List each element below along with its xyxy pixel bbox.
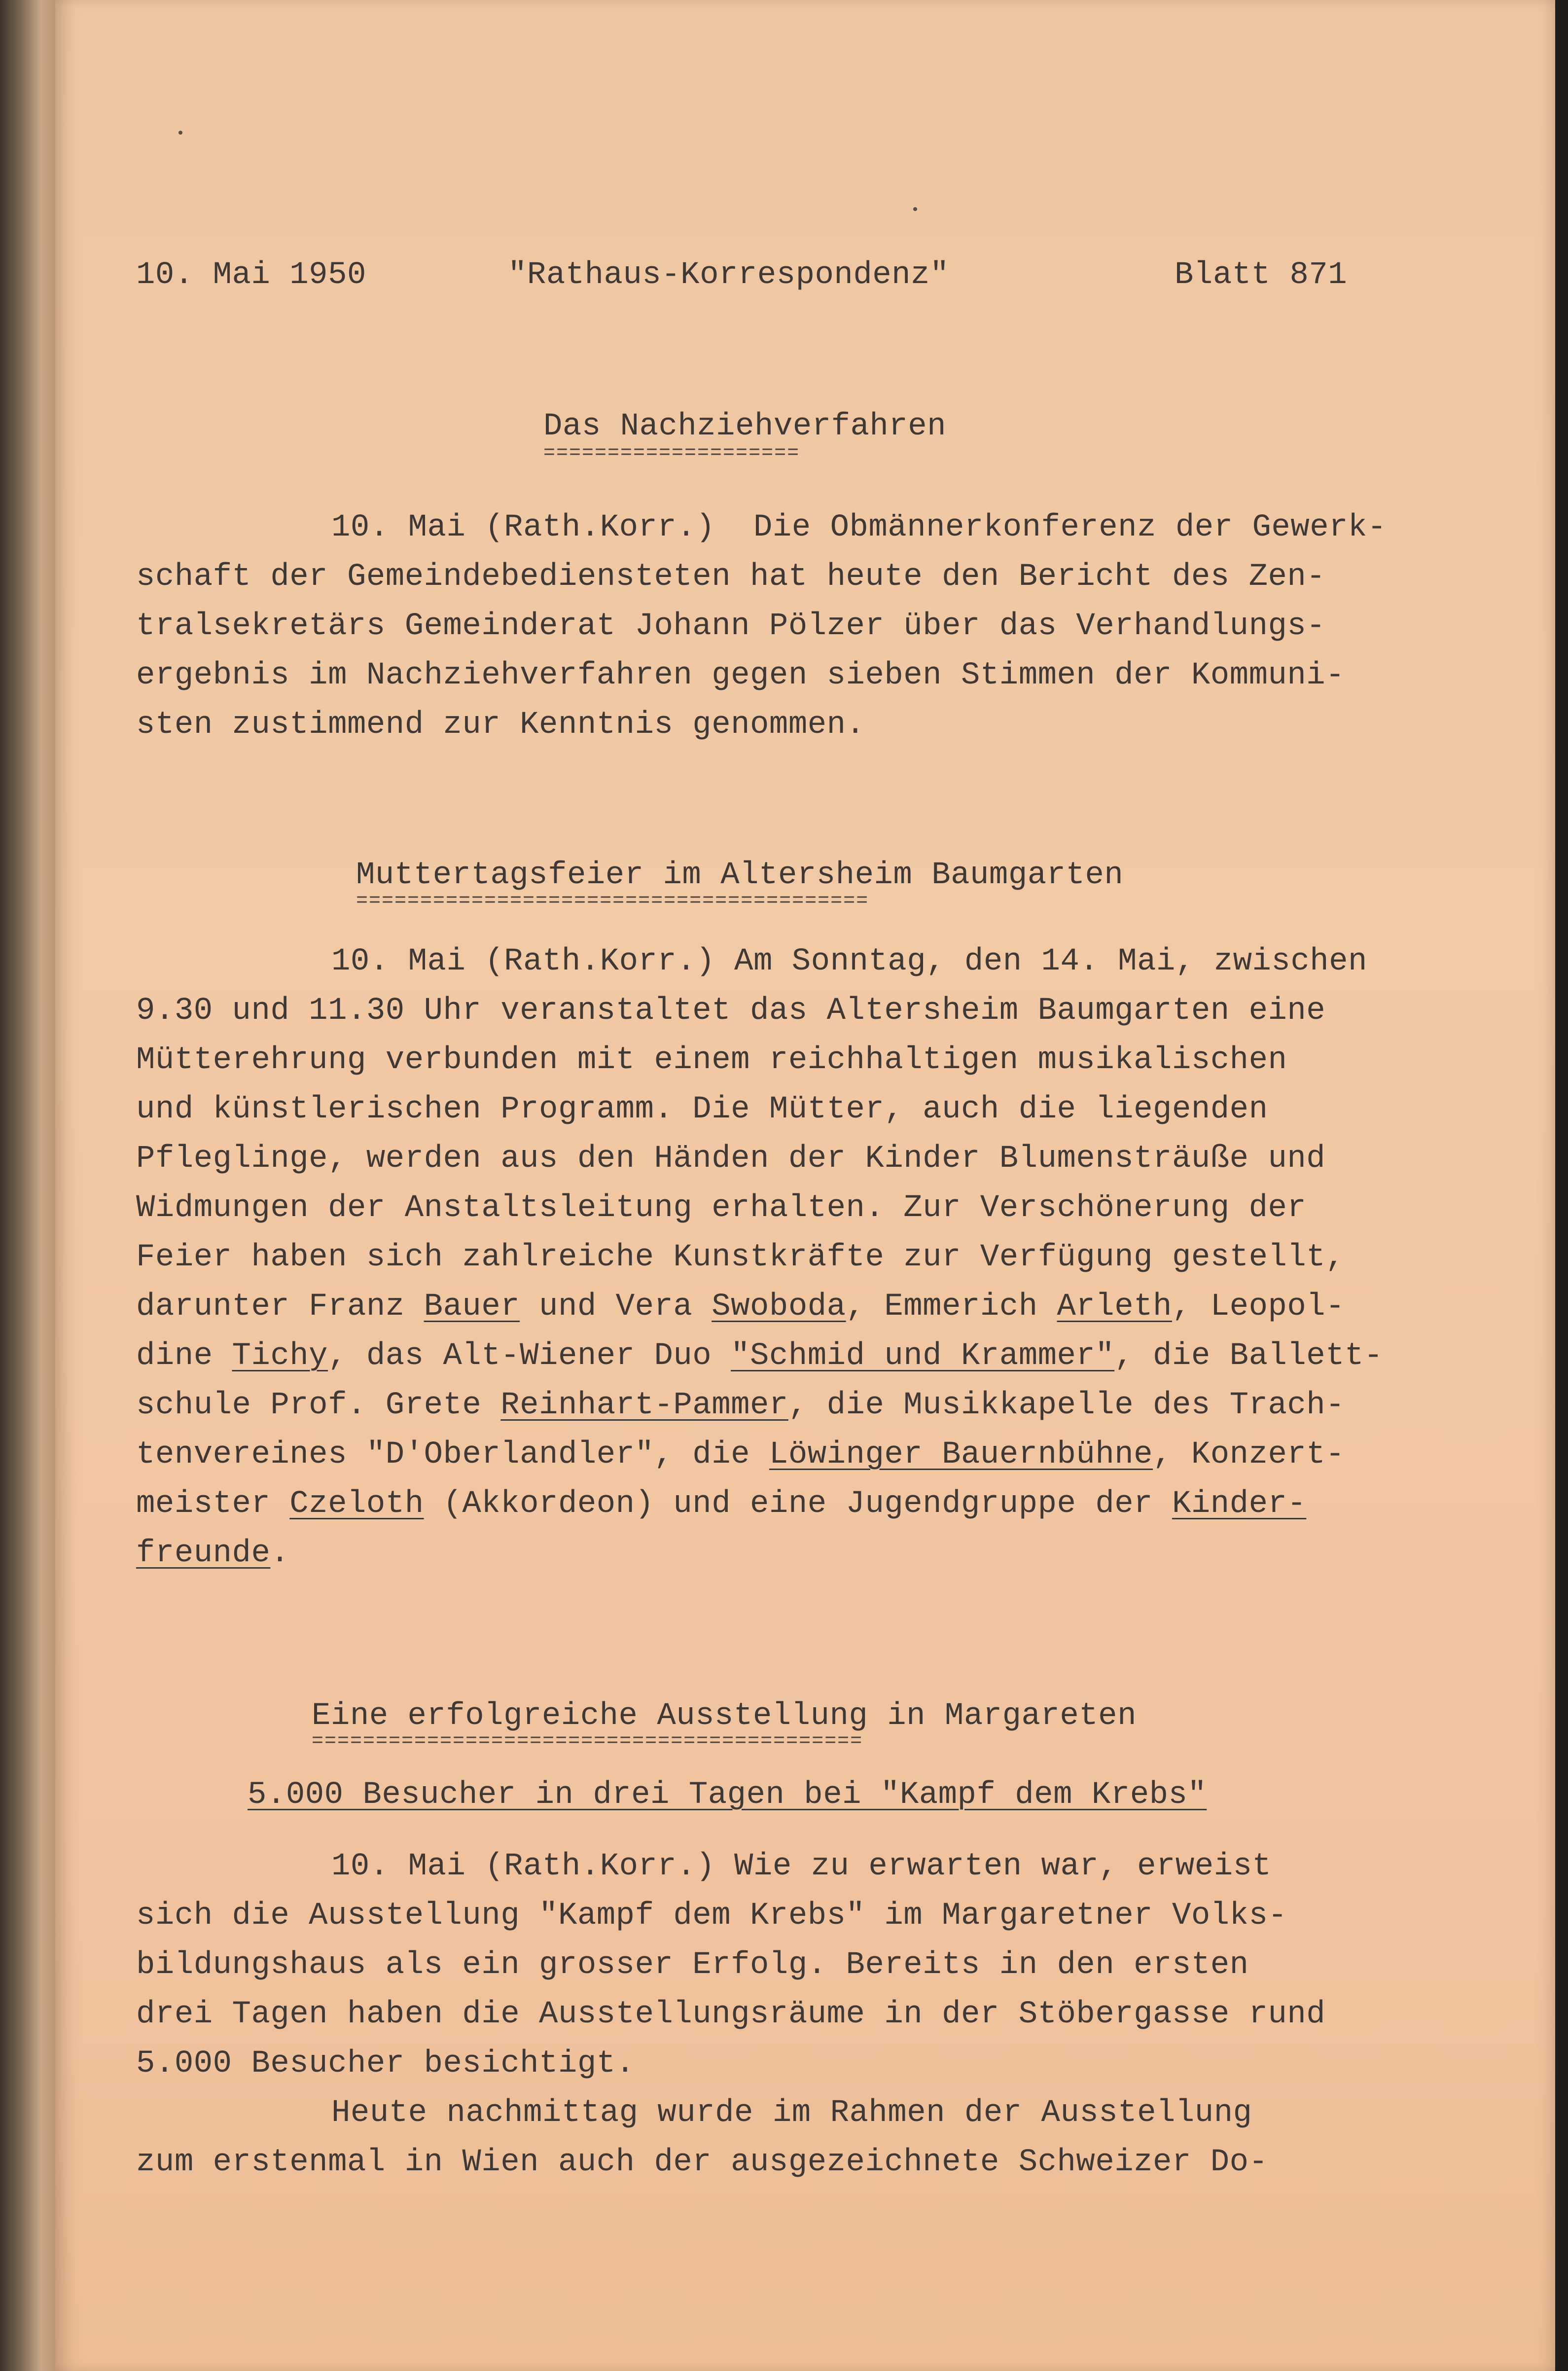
section3-line: zum erstenmal in Wien auch der ausgezeichnete Schweizer Do- bbox=[136, 2145, 1268, 2180]
section2-line bbox=[136, 1282, 1345, 1331]
section1-title-rule: ==================== bbox=[543, 444, 800, 464]
underlined-name: Löwinger Bauernbühne bbox=[769, 1437, 1153, 1473]
text-run: darunter Franz bbox=[136, 1289, 424, 1325]
text-run: , Konzert- bbox=[1153, 1437, 1345, 1473]
section2-line bbox=[136, 1529, 289, 1578]
text-run: . bbox=[270, 1536, 290, 1571]
section2-line: Widmungen der Anstaltsleitung erhalten. Zur Verschönerung der bbox=[136, 1190, 1307, 1226]
section1-line: sten zustimmend zur Kenntnis genommen. bbox=[136, 707, 865, 743]
section3-line: Heute nachmittag wurde im Rahmen der Ausstellung bbox=[331, 2095, 1252, 2131]
underlined-name: Reinhart-Pammer bbox=[500, 1388, 788, 1423]
section3-line: sich die Ausstellung "Kampf dem Krebs" im Margaretner Volks- bbox=[136, 1898, 1287, 1934]
section1-line: tralsekretärs Gemeinderat Johann Pölzer über das Verhandlungs- bbox=[136, 609, 1326, 644]
underlined-name: Bauer bbox=[424, 1289, 520, 1325]
section3-line: 10. Mai (Rath.Korr.) Wie zu erwarten war, erweist bbox=[331, 1849, 1272, 1884]
section2-line: Mütterehrung verbunden mit einem reichhaltigen musikalischen bbox=[136, 1042, 1287, 1078]
header-publication: "Rathaus-Korrespondenz" bbox=[508, 257, 949, 293]
text-run: schule Prof. Grete bbox=[136, 1388, 501, 1423]
section2-line bbox=[136, 1430, 1345, 1479]
section1-title: Das Nachziehverfahren bbox=[543, 409, 947, 444]
header-sheet: Blatt 871 bbox=[1175, 257, 1348, 293]
section2-line: Feier haben sich zahlreiche Kunstkräfte zur Verfügung gestellt, bbox=[136, 1240, 1345, 1275]
text-run: , das Alt-Wiener Duo bbox=[328, 1338, 731, 1374]
header-date: 10. Mai 1950 bbox=[136, 257, 366, 293]
text-run: tenvereines "D'Oberlandler", die bbox=[136, 1437, 769, 1473]
underlined-name: Kinder- bbox=[1172, 1486, 1307, 1522]
text-run: (Akkordeon) und eine Jugendgruppe der bbox=[424, 1486, 1172, 1522]
section2-line: Pfleglinge, werden aus den Händen der Kinder Blumensträuße und bbox=[136, 1141, 1326, 1177]
section1-line: schaft der Gemeindebediensteten hat heute den Bericht des Zen- bbox=[136, 559, 1326, 595]
section3-line: 5.000 Besucher besichtigt. bbox=[136, 2046, 635, 2082]
text-run: , die Ballett- bbox=[1114, 1338, 1383, 1374]
text-run: , Emmerich bbox=[846, 1289, 1057, 1325]
underlined-name: Arleth bbox=[1057, 1289, 1172, 1325]
section2-title-rule: ======================================== bbox=[356, 892, 869, 911]
section2-line bbox=[136, 1479, 1306, 1529]
typewritten-page bbox=[55, 0, 1555, 2371]
ink-speck bbox=[913, 207, 917, 211]
text-run: und Vera bbox=[520, 1289, 712, 1325]
facing-page-edge bbox=[0, 0, 58, 2371]
scan-border bbox=[1555, 0, 1568, 2371]
section3-line: bildungshaus als ein grosser Erfolg. Bereits in den ersten bbox=[136, 1947, 1249, 1983]
underlined-name: freunde bbox=[136, 1536, 271, 1571]
section1-line: 10. Mai (Rath.Korr.) Die Obmännerkonferenz der Gewerk- bbox=[331, 510, 1387, 545]
section2-line: 10. Mai (Rath.Korr.) Am Sonntag, den 14. Mai, zwischen bbox=[331, 944, 1367, 979]
section2-title: Muttertagsfeier im Altersheim Baumgarten bbox=[356, 858, 1124, 893]
underlined-name: Tichy bbox=[232, 1338, 328, 1374]
text-run: dine bbox=[136, 1338, 232, 1374]
section3-title-rule: =========================================== bbox=[312, 1732, 863, 1752]
underlined-name: Czeloth bbox=[289, 1486, 424, 1522]
section2-line bbox=[136, 1331, 1383, 1381]
text-run: , die Musikkapelle des Trach- bbox=[788, 1388, 1345, 1423]
section3-subtitle: 5.000 Besucher in drei Tagen bei "Kampf dem Krebs" bbox=[248, 1777, 1207, 1813]
section3-line: drei Tagen haben die Ausstellungsräume in der Stöbergasse rund bbox=[136, 1997, 1326, 2032]
section2-line: und künstlerischen Programm. Die Mütter, auch die liegenden bbox=[136, 1092, 1268, 1127]
text-run: meister bbox=[136, 1486, 290, 1522]
ink-speck bbox=[178, 131, 182, 135]
section3-title: Eine erfolgreiche Ausstellung in Margareten bbox=[312, 1698, 1137, 1734]
section2-line bbox=[136, 1381, 1345, 1430]
section2-line: 9.30 und 11.30 Uhr veranstaltet das Altersheim Baumgarten eine bbox=[136, 993, 1326, 1029]
text-run: , Leopol- bbox=[1172, 1289, 1345, 1325]
underlined-name: Swoboda bbox=[712, 1289, 846, 1325]
section1-line: ergebnis im Nachziehverfahren gegen sieben Stimmen der Kommuni- bbox=[136, 658, 1345, 693]
underlined-name: "Schmid und Krammer" bbox=[731, 1338, 1115, 1374]
